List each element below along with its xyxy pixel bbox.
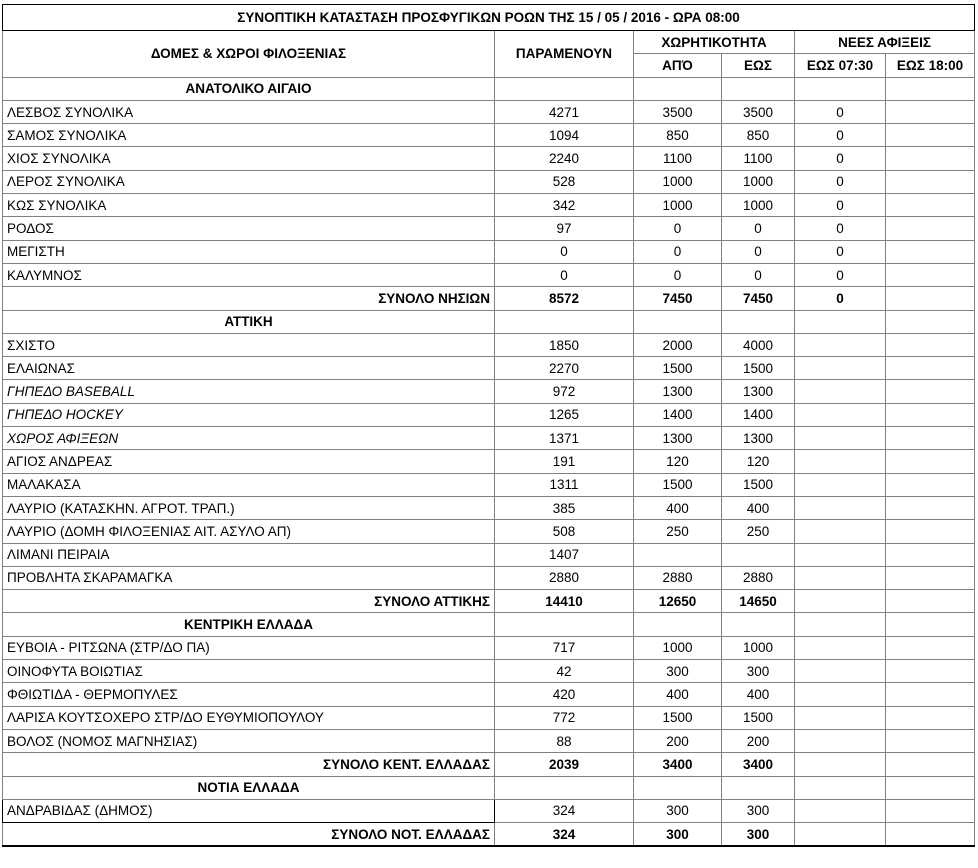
location-name: ΕΛΑΙΩΝΑΣ	[3, 357, 495, 380]
remaining-cell	[495, 776, 634, 799]
location-name: ΒΟΛΟΣ (ΝΟΜΟΣ ΜΑΓΝΗΣΙΑΣ)	[3, 729, 495, 752]
arrivals-1800-cell	[886, 380, 975, 403]
remaining-cell	[495, 613, 634, 636]
arrivals-1800-cell	[886, 147, 975, 170]
capacity-to-cell: 1500	[722, 706, 795, 729]
remaining-cell: 2270	[495, 357, 634, 380]
capacity-to-cell: 1000	[722, 194, 795, 217]
location-name: ΡΟΔΟΣ	[3, 217, 495, 240]
arrivals-0730-cell	[795, 683, 886, 706]
remaining-cell	[495, 310, 634, 333]
capacity-to-cell	[722, 613, 795, 636]
arrivals-0730-cell	[795, 450, 886, 473]
location-name: ΠΡΟΒΛΗΤΑ ΣΚΑΡΑΜΑΓΚΑ	[3, 566, 495, 589]
section-row	[3, 613, 975, 636]
location-name: ΛΑΥΡΙΟ (ΔΟΜΗ ΦΙΛΟΞΕΝΙΑΣ ΑΙΤ. ΑΣΥΛΟ ΑΠ)	[3, 520, 495, 543]
section-row	[3, 310, 975, 333]
capacity-from-cell	[634, 77, 722, 100]
capacity-to-cell: 250	[722, 520, 795, 543]
capacity-from-cell: 850	[634, 124, 722, 147]
arrivals-0730-cell	[795, 357, 886, 380]
total-row	[3, 287, 975, 310]
arrivals-1800-cell	[886, 613, 975, 636]
capacity-to-cell: 200	[722, 729, 795, 752]
remaining-cell: 8572	[495, 287, 634, 310]
total-label: ΣΥΝΟΛΟ ΑΤΤΙΚΗΣ	[3, 590, 495, 613]
capacity-from-cell: 1400	[634, 403, 722, 426]
arrivals-1800-cell	[886, 194, 975, 217]
section-title: ΚΕΝΤΡΙΚΗ ΕΛΛΑΔΑ	[3, 613, 495, 636]
capacity-to-cell	[722, 543, 795, 566]
arrivals-1800-cell	[886, 240, 975, 263]
remaining-cell: 1094	[495, 124, 634, 147]
arrivals-0730-cell: 0	[795, 170, 886, 193]
arrivals-0730-cell	[795, 753, 886, 776]
capacity-to-cell: 400	[722, 496, 795, 519]
capacity-to-cell: 1300	[722, 427, 795, 450]
arrivals-0730-cell: 0	[795, 217, 886, 240]
capacity-from-cell: 200	[634, 729, 722, 752]
capacity-to-cell: 14650	[722, 590, 795, 613]
section-title: ΑΝΑΤΟΛΙΚΟ ΑΙΓΑΙΟ	[3, 77, 495, 100]
remaining-header: ΠΑΡΑΜΕΝΟΥΝ	[495, 31, 634, 78]
capacity-from-cell: 0	[634, 217, 722, 240]
location-name: ΛΕΡΟΣ ΣΥΝΟΛΙΚΑ	[3, 170, 495, 193]
arrivals-1800-cell	[886, 287, 975, 310]
capacity-to-cell: 120	[722, 450, 795, 473]
arrivals-1800-cell	[886, 660, 975, 683]
capacity-from-cell: 0	[634, 240, 722, 263]
capacity-from-cell: 0	[634, 263, 722, 286]
capacity-to-cell: 0	[722, 217, 795, 240]
table-row	[3, 427, 975, 450]
arrivals-1800-cell	[886, 450, 975, 473]
arrivals-0730-cell: 0	[795, 263, 886, 286]
capacity-to-cell: 850	[722, 124, 795, 147]
arrivals-1800-cell	[886, 473, 975, 496]
remaining-cell: 0	[495, 263, 634, 286]
remaining-cell: 2880	[495, 566, 634, 589]
table-row	[3, 357, 975, 380]
arrivals-1800-cell	[886, 683, 975, 706]
capacity-from-cell: 1000	[634, 170, 722, 193]
arrivals-1800-cell	[886, 333, 975, 356]
location-name: ΑΓΙΟΣ ΑΝΔΡΕΑΣ	[3, 450, 495, 473]
header-row-1	[3, 31, 975, 54]
remaining-cell: 14410	[495, 590, 634, 613]
arrivals-1800-cell	[886, 776, 975, 799]
remaining-cell: 324	[495, 799, 634, 822]
capacity-from-cell: 1000	[634, 194, 722, 217]
arrivals-1800-header: ΕΩΣ 18:00	[886, 54, 975, 77]
arrivals-1800-cell	[886, 427, 975, 450]
location-name: ΣΧΙΣΤΟ	[3, 333, 495, 356]
capacity-to-cell: 3400	[722, 753, 795, 776]
arrivals-1800-cell	[886, 706, 975, 729]
table-row	[3, 543, 975, 566]
table-row	[3, 170, 975, 193]
capacity-from-cell: 300	[634, 799, 722, 822]
capacity-from-cell: 12650	[634, 590, 722, 613]
capacity-header: ΧΩΡΗΤΙΚΟΤΗΤΑ	[634, 31, 795, 54]
arrivals-0730-cell	[795, 310, 886, 333]
location-name: ΛΙΜΑΝΙ ΠΕΙΡΑΙΑ	[3, 543, 495, 566]
table-row	[3, 520, 975, 543]
remaining-cell: 1407	[495, 543, 634, 566]
arrivals-1800-cell	[886, 496, 975, 519]
capacity-from-header: ΑΠΌ	[634, 54, 722, 77]
arrivals-0730-cell	[795, 333, 886, 356]
remaining-cell: 717	[495, 636, 634, 659]
arrivals-1800-cell	[886, 566, 975, 589]
remaining-cell: 772	[495, 706, 634, 729]
table-row	[3, 263, 975, 286]
capacity-from-cell: 1500	[634, 473, 722, 496]
remaining-cell: 0	[495, 240, 634, 263]
arrivals-1800-cell	[886, 310, 975, 333]
table-row	[3, 450, 975, 473]
capacity-to-cell: 1000	[722, 636, 795, 659]
capacity-from-cell: 400	[634, 683, 722, 706]
capacity-from-cell: 1500	[634, 706, 722, 729]
capacity-from-cell	[634, 310, 722, 333]
location-name: ΜΕΓΙΣΤΗ	[3, 240, 495, 263]
remaining-cell	[495, 77, 634, 100]
remaining-cell: 97	[495, 217, 634, 240]
table-row	[3, 636, 975, 659]
arrivals-0730-cell	[795, 380, 886, 403]
remaining-cell: 508	[495, 520, 634, 543]
table-row	[3, 380, 975, 403]
total-label: ΣΥΝΟΛΟ ΚΕΝΤ. ΕΛΛΑΔΑΣ	[3, 753, 495, 776]
remaining-cell: 342	[495, 194, 634, 217]
capacity-to-cell: 1500	[722, 473, 795, 496]
remaining-cell: 42	[495, 660, 634, 683]
remaining-cell: 2039	[495, 753, 634, 776]
capacity-to-cell: 300	[722, 823, 795, 847]
arrivals-1800-cell	[886, 520, 975, 543]
location-name: ΚΑΛΥΜΝΟΣ	[3, 263, 495, 286]
location-name: ΣΑΜΟΣ ΣΥΝΟΛΙΚΑ	[3, 124, 495, 147]
remaining-cell: 191	[495, 450, 634, 473]
table-row	[3, 660, 975, 683]
capacity-to-cell: 300	[722, 799, 795, 822]
table-row	[3, 240, 975, 263]
remaining-cell: 1850	[495, 333, 634, 356]
capacity-to-cell	[722, 77, 795, 100]
location-name: ΜΑΛΑΚΑΣΑ	[3, 473, 495, 496]
arrivals-0730-cell: 0	[795, 124, 886, 147]
arrivals-0730-cell	[795, 776, 886, 799]
capacity-to-cell: 1000	[722, 170, 795, 193]
arrivals-0730-cell: 0	[795, 194, 886, 217]
capacity-to-cell: 2880	[722, 566, 795, 589]
remaining-cell: 1311	[495, 473, 634, 496]
arrivals-1800-cell	[886, 753, 975, 776]
table-row	[3, 799, 975, 822]
arrivals-0730-cell	[795, 403, 886, 426]
arrivals-1800-cell	[886, 590, 975, 613]
remaining-cell: 528	[495, 170, 634, 193]
remaining-cell: 324	[495, 823, 634, 847]
arrivals-0730-cell	[795, 590, 886, 613]
location-name: ΓΗΠΕΔΟ HOCKEY	[3, 403, 495, 426]
arrivals-0730-cell	[795, 613, 886, 636]
capacity-to-cell: 1400	[722, 403, 795, 426]
arrivals-0730-cell	[795, 799, 886, 822]
total-row	[3, 823, 975, 847]
remaining-cell: 2240	[495, 147, 634, 170]
location-name: ΓΗΠΕΔΟ BASEBALL	[3, 380, 495, 403]
arrivals-0730-cell	[795, 473, 886, 496]
arrivals-0730-header: ΕΩΣ 07:30	[795, 54, 886, 77]
structures-header: ΔΟΜΕΣ & ΧΩΡΟΙ ΦΙΛΟΞΕΝΙΑΣ	[3, 31, 495, 78]
capacity-from-cell: 3500	[634, 100, 722, 123]
capacity-from-cell: 1000	[634, 636, 722, 659]
location-name: ΦΘΙΩΤΙΔΑ - ΘΕΡΜΟΠΥΛΕΣ	[3, 683, 495, 706]
location-name: ΛΑΡΙΣΑ ΚΟΥΤΣΟΧΕΡΟ ΣΤΡ/ΔΟ ΕΥΘΥΜΙΟΠΟΥΛΟΥ	[3, 706, 495, 729]
location-name: ΚΩΣ ΣΥΝΟΛΙΚΑ	[3, 194, 495, 217]
total-row	[3, 590, 975, 613]
section-title: ΑΤΤΙΚΗ	[3, 310, 495, 333]
arrivals-1800-cell	[886, 124, 975, 147]
report-title: ΣΥΝΟΠΤΙΚΗ ΚΑΤΑΣΤΑΣΗ ΠΡΟΣΦΥΓΙΚΩΝ ΡΟΩΝ ΤΗΣ 15 / 05 / 2016 - ΩΡΑ 08:00	[3, 5, 975, 31]
capacity-to-cell: 400	[722, 683, 795, 706]
arrivals-1800-cell	[886, 543, 975, 566]
total-row	[3, 753, 975, 776]
arrivals-0730-cell: 0	[795, 240, 886, 263]
arrivals-0730-cell	[795, 729, 886, 752]
capacity-from-cell	[634, 543, 722, 566]
arrivals-0730-cell	[795, 566, 886, 589]
remaining-cell: 1265	[495, 403, 634, 426]
arrivals-0730-cell: 0	[795, 100, 886, 123]
table-row	[3, 194, 975, 217]
capacity-from-cell: 7450	[634, 287, 722, 310]
arrivals-1800-cell	[886, 217, 975, 240]
capacity-to-cell: 1500	[722, 357, 795, 380]
location-name: ΕΥΒΟΙΑ - ΡΙΤΣΩΝΑ (ΣΤΡ/ΔΟ ΠΑ)	[3, 636, 495, 659]
location-name: ΧΙΟΣ ΣΥΝΟΛΙΚΑ	[3, 147, 495, 170]
table-row	[3, 147, 975, 170]
location-name: ΛΕΣΒΟΣ ΣΥΝΟΛΙΚΑ	[3, 100, 495, 123]
table-row	[3, 333, 975, 356]
capacity-from-cell	[634, 776, 722, 799]
capacity-from-cell	[634, 613, 722, 636]
arrivals-0730-cell	[795, 706, 886, 729]
capacity-from-cell: 2000	[634, 333, 722, 356]
section-row	[3, 77, 975, 100]
capacity-from-cell: 1500	[634, 357, 722, 380]
location-name: ΟΙΝΟΦΥΤΑ ΒΟΙΩΤΙΑΣ	[3, 660, 495, 683]
capacity-to-cell: 0	[722, 240, 795, 263]
capacity-to-cell	[722, 310, 795, 333]
capacity-from-cell: 1300	[634, 427, 722, 450]
arrivals-0730-cell	[795, 543, 886, 566]
arrivals-0730-cell	[795, 427, 886, 450]
refugee-flows-table	[2, 4, 975, 847]
arrivals-0730-cell: 0	[795, 287, 886, 310]
arrivals-1800-cell	[886, 170, 975, 193]
remaining-cell: 420	[495, 683, 634, 706]
capacity-from-cell: 300	[634, 660, 722, 683]
arrivals-0730-cell	[795, 636, 886, 659]
capacity-from-cell: 1300	[634, 380, 722, 403]
remaining-cell: 972	[495, 380, 634, 403]
table-row	[3, 496, 975, 519]
section-title: ΝΟΤΙΑ ΕΛΛΑΔΑ	[3, 776, 495, 799]
arrivals-1800-cell	[886, 799, 975, 822]
arrivals-1800-cell	[886, 823, 975, 847]
capacity-from-cell: 120	[634, 450, 722, 473]
location-name: ΛΑΥΡΙΟ (ΚΑΤΑΣΚΗΝ. ΑΓΡΟΤ. ΤΡΑΠ.)	[3, 496, 495, 519]
location-name: ΑΝΔΡΑΒΙΔΑΣ (ΔΗΜΟΣ)	[3, 799, 495, 822]
arrivals-1800-cell	[886, 403, 975, 426]
arrivals-0730-cell	[795, 823, 886, 847]
arrivals-1800-cell	[886, 729, 975, 752]
capacity-to-cell: 4000	[722, 333, 795, 356]
capacity-to-cell	[722, 776, 795, 799]
arrivals-1800-cell	[886, 263, 975, 286]
arrivals-1800-cell	[886, 357, 975, 380]
table-row	[3, 473, 975, 496]
table-row	[3, 729, 975, 752]
table-row	[3, 217, 975, 240]
capacity-to-cell: 1300	[722, 380, 795, 403]
remaining-cell: 88	[495, 729, 634, 752]
capacity-to-cell: 3500	[722, 100, 795, 123]
capacity-to-header: ΕΩΣ	[722, 54, 795, 77]
table-row	[3, 124, 975, 147]
table-row	[3, 100, 975, 123]
table-row	[3, 683, 975, 706]
remaining-cell: 385	[495, 496, 634, 519]
arrivals-0730-cell	[795, 660, 886, 683]
table-row	[3, 566, 975, 589]
arrivals-0730-cell	[795, 496, 886, 519]
table-row	[3, 403, 975, 426]
arrivals-1800-cell	[886, 100, 975, 123]
arrivals-1800-cell	[886, 636, 975, 659]
remaining-cell: 4271	[495, 100, 634, 123]
capacity-to-cell: 300	[722, 660, 795, 683]
total-label: ΣΥΝΟΛΟ ΝΗΣΙΩΝ	[3, 287, 495, 310]
capacity-from-cell: 1100	[634, 147, 722, 170]
capacity-from-cell: 400	[634, 496, 722, 519]
title-row	[3, 5, 975, 31]
section-row	[3, 776, 975, 799]
arrivals-0730-cell	[795, 77, 886, 100]
capacity-to-cell: 1100	[722, 147, 795, 170]
remaining-cell: 1371	[495, 427, 634, 450]
capacity-to-cell: 7450	[722, 287, 795, 310]
capacity-from-cell: 250	[634, 520, 722, 543]
table-row	[3, 706, 975, 729]
total-label: ΣΥΝΟΛΟ ΝΟΤ. ΕΛΛΑΔΑΣ	[3, 823, 495, 847]
capacity-to-cell: 0	[722, 263, 795, 286]
capacity-from-cell: 2880	[634, 566, 722, 589]
arrivals-1800-cell	[886, 77, 975, 100]
capacity-from-cell: 3400	[634, 753, 722, 776]
arrivals-0730-cell: 0	[795, 147, 886, 170]
arrivals-0730-cell	[795, 520, 886, 543]
new-arrivals-header: ΝΕΕΣ ΑΦΙΞΕΙΣ	[795, 31, 975, 54]
capacity-from-cell: 300	[634, 823, 722, 847]
location-name: ΧΩΡΟΣ ΑΦΙΞΕΩΝ	[3, 427, 495, 450]
